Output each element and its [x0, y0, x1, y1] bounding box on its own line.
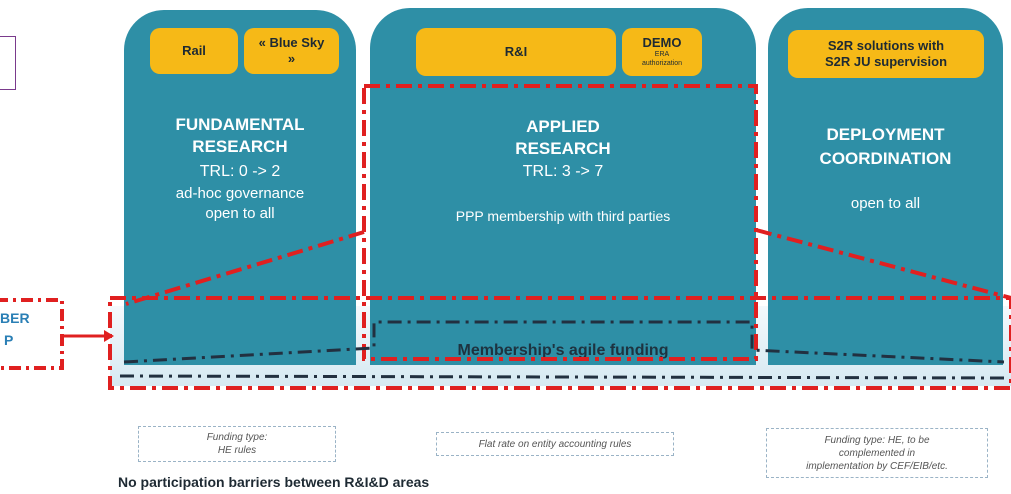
funding-left-line2: HE rules [217, 445, 257, 456]
fundamental-access: open to all [205, 205, 275, 222]
applied-red-dashed-box [364, 86, 756, 359]
fundamental-title-line1: FUNDAMENTAL [175, 115, 305, 134]
s2r-line1: S2R solutions with [827, 38, 945, 53]
funding-right-line1: Funding type: HE, to be [824, 434, 930, 446]
demo-era: ERA [654, 51, 670, 58]
ri-pill: R&I [416, 28, 616, 76]
left-box-line2: P [4, 332, 14, 348]
s2r-line2: S2R JU supervision [824, 54, 948, 69]
funding-right-line3: implementation by CEF/EIB/etc. [806, 460, 948, 472]
no-barriers-caption: No participation barriers between R&I&D areas [118, 474, 430, 490]
demo-label: DEMO [642, 35, 682, 50]
fundamental-title-line2: RESEARCH [192, 137, 288, 156]
left-box-line1: BER [0, 310, 30, 326]
fundamental-governance: ad-hoc governance [175, 185, 305, 202]
applied-title-line2: RESEARCH [515, 139, 611, 158]
demo-authorization: authorization [641, 60, 683, 67]
funding-left-line1: Funding type: [206, 432, 268, 443]
applied-title-line1: APPLIED [526, 117, 600, 136]
right-diagonal-line [756, 230, 1011, 298]
flat-rate-box: Flat rate on entity accounting rules [436, 432, 674, 456]
funding-type-he-rules [138, 426, 336, 462]
agile-funding-label: Membership's agile funding [457, 342, 669, 359]
deployment-title-line2: COORDINATION [819, 149, 952, 168]
arrow-head [104, 330, 114, 342]
blue-sky-label: « Blue Sky » [258, 35, 325, 66]
deployment-access: open to all [850, 195, 921, 212]
left-diagonal-line [126, 232, 364, 304]
dark-dashed-bottom [120, 376, 1004, 378]
funding-right-line2: complemented in [838, 447, 916, 459]
applied-membership: PPP membership with third parties [455, 208, 671, 224]
dark-dashed-funnel [124, 322, 1004, 362]
fundamental-trl: TRL: 0 -> 2 [199, 163, 281, 180]
funding-type-he-cef [766, 428, 988, 478]
rail-pill: Rail [150, 28, 238, 74]
applied-trl: TRL: 3 -> 7 [522, 163, 604, 180]
bottom-red-dashed-box [110, 298, 1011, 388]
deployment-title-line1: DEPLOYMENT [826, 125, 945, 144]
